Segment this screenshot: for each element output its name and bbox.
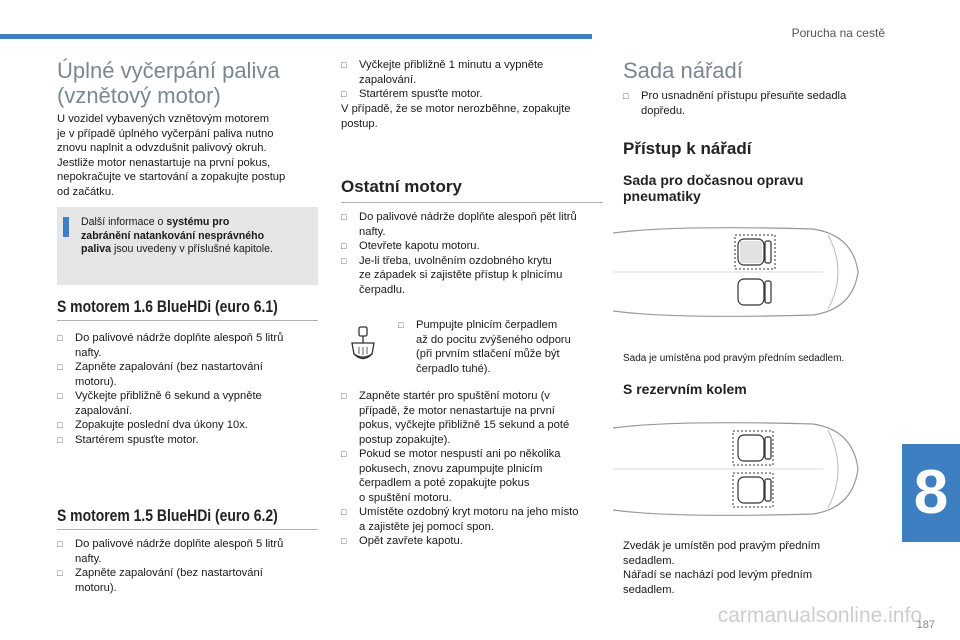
info-text-bold: zabránění natankování nesprávného	[81, 229, 265, 242]
text-line: nafty.	[75, 346, 102, 359]
text-line: čerpadlo tuhé).	[416, 362, 491, 375]
text-line: znovu naplnit a odvzdušnit palivový okruh.	[57, 142, 267, 154]
section-title-access: Přístup k nářadí	[623, 139, 752, 158]
divider	[341, 202, 603, 203]
text-line: a zajistěte jej pomocí spon.	[359, 520, 494, 533]
title-line: pneumatiky	[623, 188, 701, 204]
text-line: V případě, že se motor nerozběhne, zopakujte	[341, 103, 571, 115]
text-line: Zapněte zapalování (bez nastartování	[75, 567, 263, 579]
text-line: Zvedák je umístěn pod pravým předním	[623, 540, 821, 552]
list-item	[57, 566, 319, 595]
section-title-other: Ostatní motory	[341, 177, 462, 196]
text-line: Pro usnadnění přístupu přesuňte sedadla	[641, 90, 847, 102]
list-item	[341, 87, 609, 102]
chapter-tab: 8	[902, 444, 960, 542]
list-item	[341, 447, 609, 505]
list-item	[57, 360, 319, 389]
text-line: (při prvním stlačení může být	[416, 348, 560, 360]
info-icon	[63, 217, 69, 237]
text-line: zapalování.	[359, 73, 417, 86]
kit-caption: Sada je umístěna pod pravým předním sedadlem.	[623, 353, 845, 364]
list-item	[341, 505, 609, 534]
list-other	[341, 210, 609, 297]
list-item	[341, 254, 609, 298]
text-line: pokus, vyčkejte přibližně 15 sekund a poté	[359, 419, 570, 431]
info-text	[81, 216, 309, 257]
section-title-15: S motorem 1.5 BlueHDi (euro 6.2)	[57, 506, 278, 525]
section-title-tools: Sada nářadí	[623, 58, 743, 83]
info-text-part: jsou uvedeny v příslušné kapitole.	[111, 243, 273, 255]
subsection-title-spare: S rezervním kolem	[623, 381, 747, 397]
title-line: (vznětový motor)	[57, 83, 221, 108]
list-item	[57, 418, 319, 433]
list-item	[57, 537, 319, 566]
watermark: carmanualsonline.info	[717, 604, 922, 627]
text-line: U vozidel vybavených vznětovým motorem	[57, 113, 270, 125]
list-pump	[398, 318, 608, 376]
subsection-title-kit	[623, 172, 803, 204]
list-item	[623, 89, 883, 118]
text-line: ze západek si zajistěte přístup k plnicímu	[359, 269, 563, 281]
text-line: je v případě úplného vyčerpání paliva nutno	[57, 127, 274, 140]
car-diagram-spare	[613, 420, 863, 518]
text-line: Startérem spusťte motor.	[359, 88, 483, 100]
title-line: Sada pro dočasnou opravu	[623, 172, 804, 188]
text-line: sedadlem.	[623, 583, 675, 596]
list-continued	[341, 58, 609, 102]
text-line: Pumpujte plnicím čerpadlem	[416, 319, 558, 331]
list-item	[57, 331, 319, 360]
text-line: Otevřete kapotu motoru.	[359, 240, 480, 252]
text-line: postup.	[341, 117, 378, 130]
text-line: sedadlem.	[623, 554, 675, 567]
text-line: Vyčkejte přibližně 6 sekund a vypněte	[75, 390, 262, 402]
text-line: motoru).	[75, 581, 117, 594]
list-15	[57, 537, 319, 595]
text-line: Zopakujte poslední dva úkony 10x.	[75, 419, 248, 431]
retry-note	[341, 102, 609, 131]
text-line: čerpadlu.	[359, 283, 406, 296]
divider	[57, 320, 318, 321]
intro-paragraph	[57, 112, 317, 199]
list-item	[398, 318, 608, 376]
info-text-part: Další informace o	[81, 216, 167, 228]
list-item	[341, 210, 609, 239]
text-line: Nářadí se nachází pod levým předním	[623, 569, 813, 581]
text-line: Do palivové nádrže doplňte alespoň 5 litrů	[75, 538, 284, 550]
text-line: Opět zavřete kapotu.	[359, 535, 463, 547]
text-line: o spuštění motoru.	[359, 491, 452, 504]
text-line: motoru).	[75, 375, 117, 388]
text-line: od začátku.	[57, 185, 115, 198]
text-line: zapalování.	[75, 404, 133, 417]
list-item	[341, 58, 609, 87]
text-line: případě, že motor nenastartuje na první	[359, 404, 555, 417]
text-line: pokusech, znovu zapumpujte plnicím	[359, 462, 543, 475]
list-tools-intro	[623, 89, 883, 118]
info-text-bold: paliva	[81, 243, 112, 255]
section-title-16: S motorem 1.6 BlueHDi (euro 6.1)	[57, 297, 278, 316]
list-item	[341, 534, 609, 549]
info-box	[57, 207, 318, 285]
hand-pump-icon	[347, 326, 379, 364]
divider	[57, 529, 318, 530]
list-item	[57, 389, 319, 418]
car-diagram-kit	[613, 225, 863, 320]
info-text-bold: systému pro	[166, 216, 230, 228]
section-title-fuel	[57, 58, 280, 108]
text-line: až do pocitu zvýšeného odporu	[416, 333, 571, 346]
title-line: Úplné vyčerpání paliva	[57, 58, 280, 83]
text-line: Zapněte startér pro spuštění motoru (v	[359, 390, 550, 402]
text-line: Startérem spusťte motor.	[75, 433, 199, 446]
list-item	[57, 433, 319, 448]
text-line: nepokračujte ve startování a zopakujte postup	[57, 171, 286, 183]
list-16	[57, 331, 319, 447]
text-line: Do palivové nádrže doplňte alespoň pět litrů	[359, 211, 577, 223]
text-line: dopředu.	[641, 104, 686, 117]
text-line: postup zopakujte).	[359, 433, 451, 446]
text-line: Pokud se motor nespustí ani po několika	[359, 448, 561, 460]
text-line: Zapněte zapalování (bez nastartování	[75, 361, 263, 373]
text-line: Do palivové nádrže doplňte alespoň 5 litrů	[75, 332, 284, 344]
text-line: Umístěte ozdobný kryt motoru na jeho místo	[359, 506, 579, 518]
text-line: nafty.	[359, 225, 386, 238]
chapter-title: Porucha na cestě	[791, 26, 885, 40]
list-item	[341, 389, 609, 447]
text-line: Je-li třeba, uvolněním ozdobného krytu	[359, 254, 552, 267]
page-number: 187	[916, 619, 935, 631]
text-line: Jestliže motor nenastartuje na první pokus,	[57, 156, 271, 169]
text-line: čerpadlem a poté zopakujte pokus	[359, 477, 530, 489]
header-accent-bar	[0, 34, 592, 39]
list-item	[341, 239, 609, 254]
text-line: Vyčkejte přibližně 1 minutu a vypněte	[359, 59, 544, 71]
list-start	[341, 389, 609, 549]
text-line: nafty.	[75, 552, 102, 565]
spare-caption	[623, 539, 883, 597]
